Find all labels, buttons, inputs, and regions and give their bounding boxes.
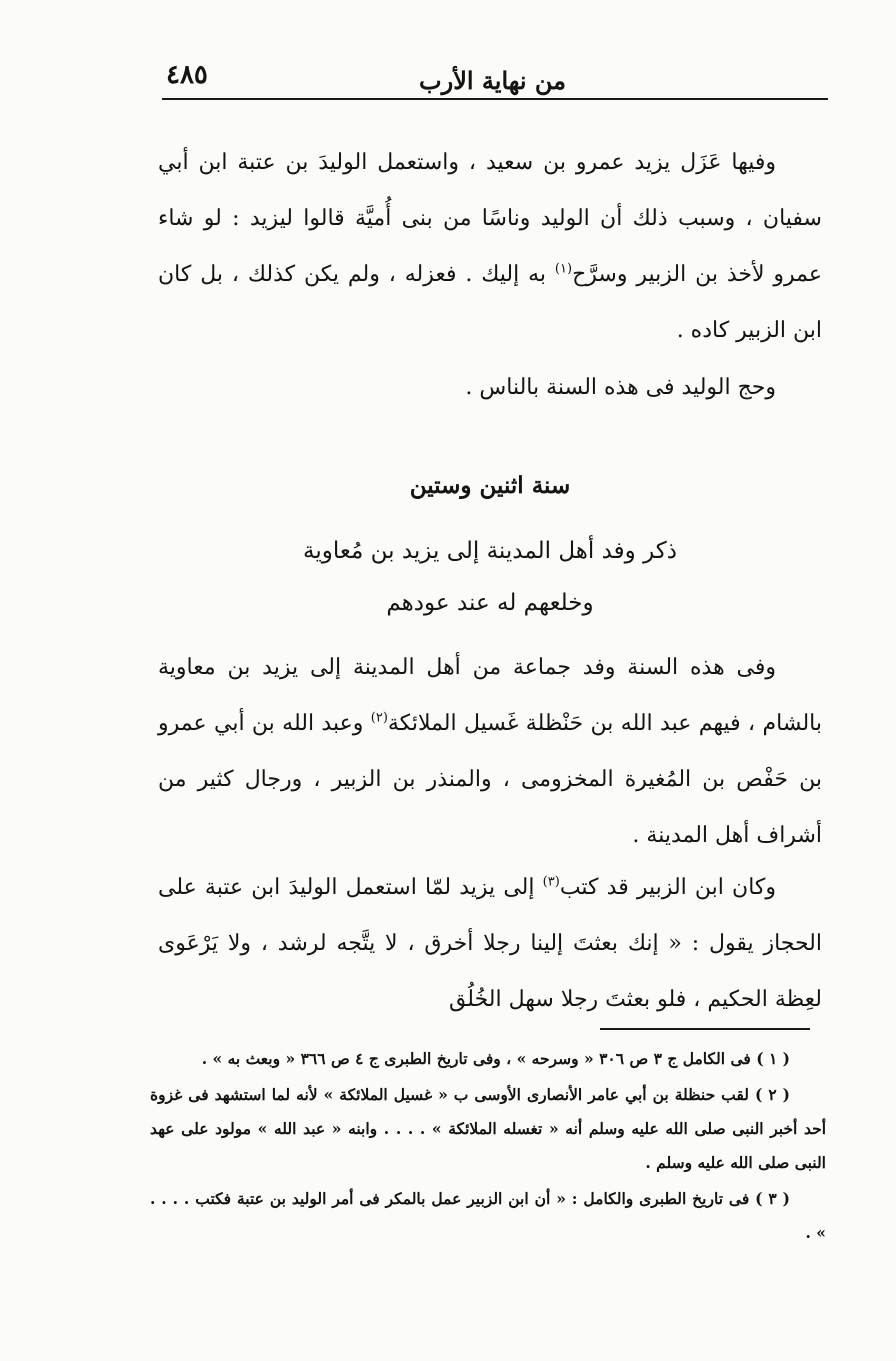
footnote-3: ( ٣ ) فى تاريخ الطبرى والكامل : « أن ابن الزبير عمل بالمكر فى أمر الوليد بن عتبة فكتب . . . . » . bbox=[150, 1189, 826, 1242]
paragraph-3 bbox=[158, 640, 822, 864]
header-rule bbox=[162, 98, 828, 100]
paragraph-1-text: وفيها عَزَل يزيد عمرو بن سعيد ، واستعمل الوليدَ بن عتبة ابن أبي سفيان ، وسبب ذلك أن الوليد وناسًا من بنى أُميَّة قالوا ليزيد : لو شاء عمرو لأخذ بن الزبير وسرَّح bbox=[158, 150, 822, 287]
footnote-ref-1: (١) bbox=[554, 261, 573, 277]
paragraph-2 bbox=[158, 360, 822, 416]
paragraph-4-text-a: وكان ابن الزبير قد كتب bbox=[559, 875, 777, 900]
year-heading: سنة اثنين وستين bbox=[409, 472, 571, 499]
page-number: ٤٨٥ bbox=[166, 60, 208, 90]
footnotes bbox=[150, 1042, 826, 1252]
section-heading-line-2: وخلعهم له عند عودهم bbox=[386, 590, 594, 616]
running-title: من نهاية الأرب bbox=[419, 66, 566, 95]
footnote-ref-3: (٣) bbox=[542, 874, 560, 890]
paragraph-4-text-b: إلى يزيد لمّا استعمل الوليدَ ابن عتبة على الحجاز يقول : « إنك بعثتَ إلينا رجلا أخرق ، لا يتَّجه لرشد ، ولا يَرْعَوى لعِظة الحكيم ، فلو بعثتَ رجلا سهل الخُلُق bbox=[158, 875, 822, 1012]
footnote-2: ( ٢ ) لقب حنظلة بن أبي عامر الأنصارى الأوسى ب « غسيل الملائكة » لأنه لما استشهد فى غزوة أحد أخبر النبى صلى الله عليه وسلم أنه « تغسله الملائكة » . . . . وابنه « عبد الله » مولود على عهد النبى صلى الله عليه وسلم . bbox=[150, 1085, 826, 1172]
paragraph-2-text: وحج الوليد فى هذه السنة بالناس . bbox=[465, 375, 776, 400]
page-header bbox=[160, 58, 828, 98]
paragraph-4 bbox=[158, 860, 822, 1028]
section-heading bbox=[158, 525, 822, 629]
footnote-rule bbox=[600, 1028, 810, 1030]
paragraph-1-end: به إليك . فعزله ، ولم يكن كذلك ، بل كان ابن الزبير كاده . bbox=[158, 262, 822, 343]
paragraph-3-text-a: وفى هذه السنة وفد جماعة من أهل المدينة إلى يزيد بن معاوية بالشام ، فيهم عبد الله بن حَنْظلة غَسيل الملائكة bbox=[158, 655, 822, 736]
footnote-ref-2: (٢) bbox=[370, 710, 388, 726]
footnote-1: ( ١ ) فى الكامل ج ٣ ص ٣٠٦ « وسرحه » ، وفى تاريخ الطبرى ج ٤ ص ٣٦٦ « وبعث به » . bbox=[201, 1049, 790, 1068]
section-heading-line-1: ذكر وفد أهل المدينة إلى يزيد بن مُعاوية bbox=[303, 538, 677, 564]
paragraph-1 bbox=[158, 135, 822, 359]
paragraph-3-text-b: وعبد الله بن أبي عمرو بن حَفْص بن المُغيرة المخزومى ، والمنذر بن الزبير ، ورجال كثير من أشراف أهل المدينة . bbox=[158, 711, 822, 848]
